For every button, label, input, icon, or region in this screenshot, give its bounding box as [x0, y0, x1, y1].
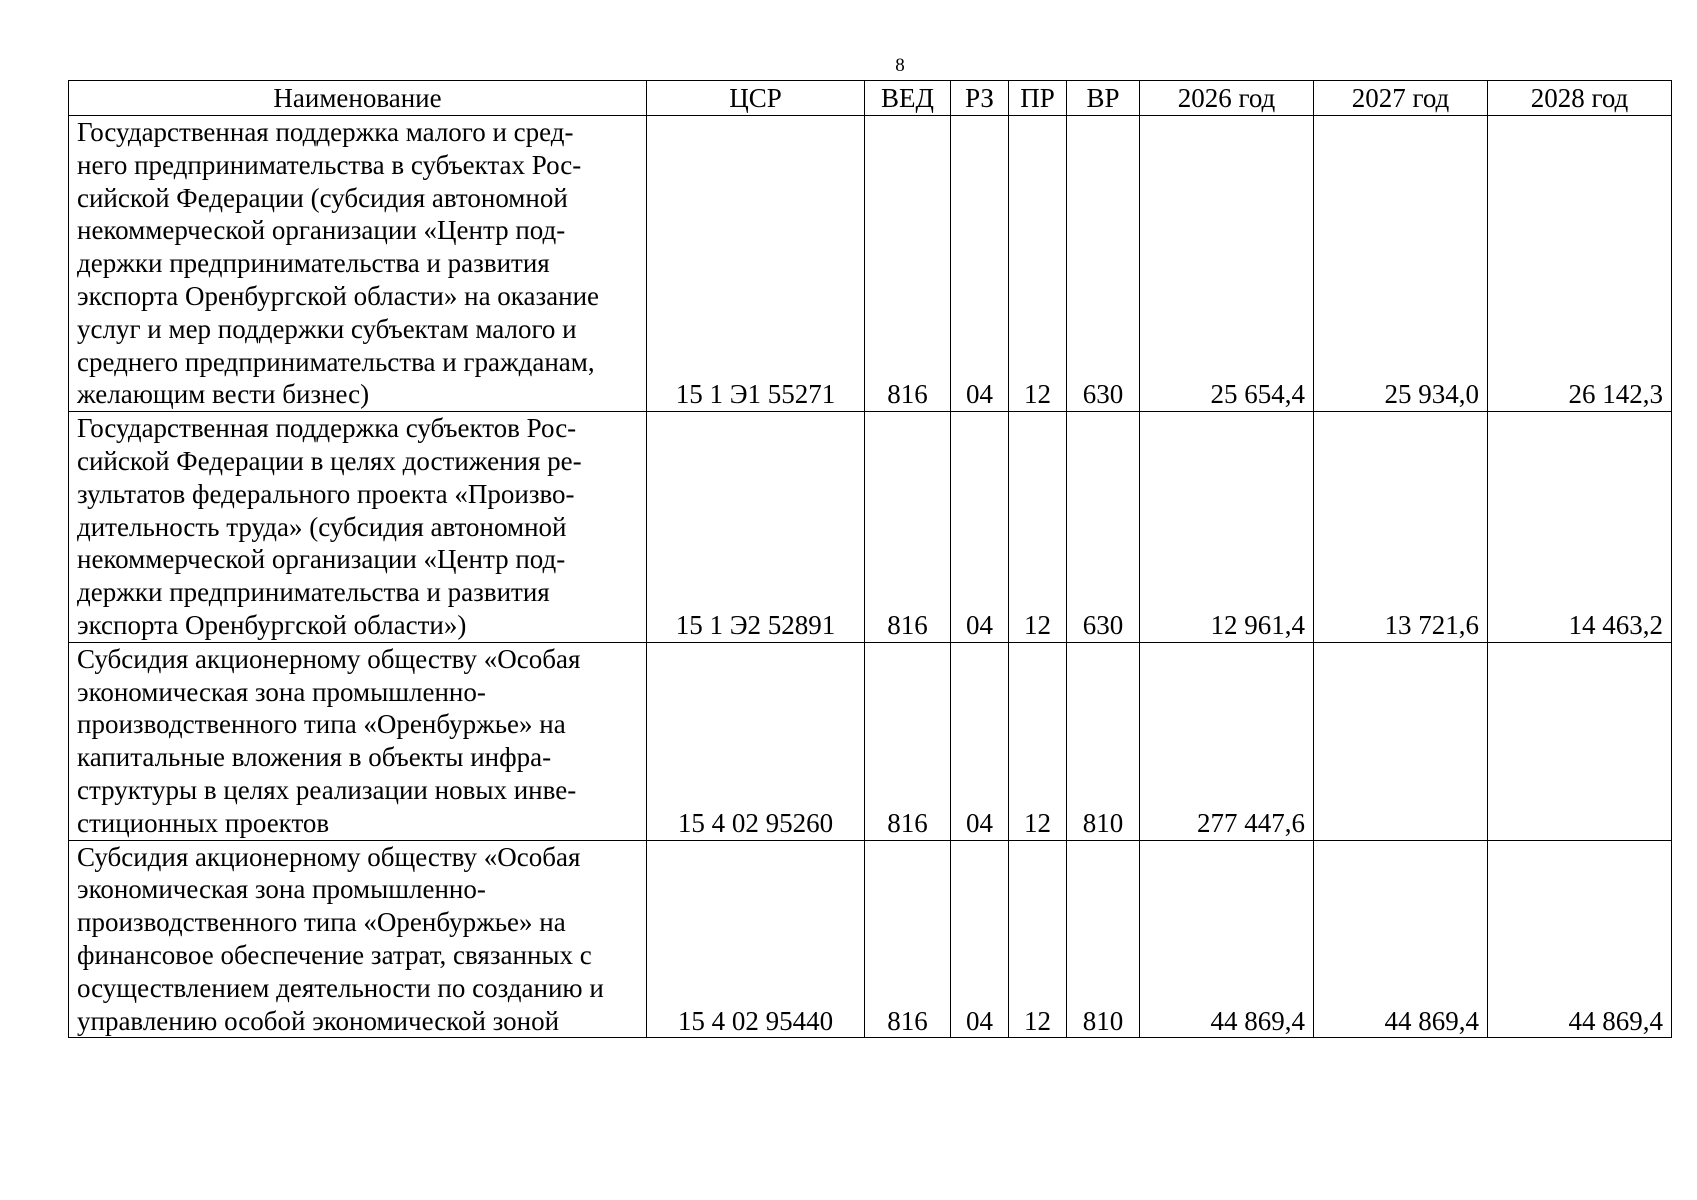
name-line: среднего предпринимательства и гражданам, [77, 346, 595, 377]
name-line: стиционных проектов [77, 807, 330, 838]
name-line: Субсидия акционерному обществу «Особая [77, 643, 581, 674]
name-line: сийской Федерации в целях достижения ре- [77, 445, 582, 476]
header-csr: ЦСР [647, 81, 865, 116]
name-line: экспорта Оренбургской области» на оказание [77, 280, 600, 311]
pr-cell: 12 [1009, 642, 1067, 840]
pr-cell: 12 [1009, 840, 1067, 1038]
amount-2028-cell [1488, 642, 1672, 840]
page-number: 8 [895, 55, 905, 76]
header-name: Наименование [69, 81, 647, 116]
name-line: осуществлением деятельности по созданию и [77, 972, 604, 1003]
amount-2027-cell [1314, 642, 1488, 840]
name-line: дительность труда» (субсидия автономной [77, 511, 567, 542]
name-line: экономическая зона промышленно- [77, 874, 486, 905]
name-line: Государственная поддержка малого и сред- [77, 117, 574, 147]
name-line: экономическая зона промышленно- [77, 676, 486, 707]
name-line: услуг и мер поддержки субъектам малого и [77, 313, 577, 344]
vr-cell: 630 [1067, 412, 1140, 643]
vr-cell: 810 [1067, 840, 1140, 1038]
name-line: желающим вести бизнес) [77, 379, 370, 410]
name-line: финансовое обеспечение затрат, связанных с [77, 939, 592, 970]
table-row [69, 116, 1672, 412]
header-pr: ПР [1009, 81, 1067, 116]
name-line: производственного типа «Оренбуржье» на [77, 709, 566, 740]
name-line: него предпринимательства в субъектах Рос- [77, 149, 582, 180]
csr-cell: 15 4 02 95260 [647, 642, 865, 840]
amount-2028-cell: 14 463,2 [1488, 412, 1672, 643]
header-ved: ВЕД [865, 81, 951, 116]
name-line: держки предпринимательства и развития [77, 248, 550, 279]
budget-table [68, 80, 1672, 1038]
amount-2026-cell: 12 961,4 [1140, 412, 1314, 643]
name-line: структуры в целях реализации новых инве- [77, 774, 577, 805]
amount-2026-cell: 25 654,4 [1140, 116, 1314, 412]
name-line: управлению особой экономической зоной [77, 1005, 560, 1036]
row-name-cell [69, 642, 647, 840]
name-line: Государственная поддержка субъектов Рос- [77, 413, 577, 444]
rz-cell: 04 [951, 642, 1009, 840]
ved-cell: 816 [865, 116, 951, 412]
csr-cell: 15 1 Э1 55271 [647, 116, 865, 412]
amount-2027-cell: 44 869,4 [1314, 840, 1488, 1038]
table-row [69, 642, 1672, 840]
name-line: сийской Федерации (субсидия автономной [77, 182, 568, 213]
name-line: производственного типа «Оренбуржье» на [77, 907, 566, 938]
csr-cell: 15 4 02 95440 [647, 840, 865, 1038]
header-rz: РЗ [951, 81, 1009, 116]
name-line: Субсидия акционерному обществу «Особая [77, 841, 581, 872]
amount-2028-cell: 44 869,4 [1488, 840, 1672, 1038]
name-line: экспорта Оренбургской области») [77, 609, 467, 640]
vr-cell: 810 [1067, 642, 1140, 840]
pr-cell: 12 [1009, 116, 1067, 412]
name-line: некоммерческой организации «Центр под- [77, 544, 566, 575]
amount-2026-cell: 277 447,6 [1140, 642, 1314, 840]
row-name-cell [69, 412, 647, 643]
table-row [69, 840, 1672, 1038]
table-row [69, 412, 1672, 643]
name-line: зультатов федерального проекта «Произво- [77, 478, 575, 509]
row-name-cell [69, 116, 647, 412]
amount-2026-cell: 44 869,4 [1140, 840, 1314, 1038]
amount-2027-cell: 25 934,0 [1314, 116, 1488, 412]
ved-cell: 816 [865, 840, 951, 1038]
rz-cell: 04 [951, 840, 1009, 1038]
rz-cell: 04 [951, 412, 1009, 643]
ved-cell: 816 [865, 412, 951, 643]
rz-cell: 04 [951, 116, 1009, 412]
pr-cell: 12 [1009, 412, 1067, 643]
name-line: капитальные вложения в объекты инфра- [77, 742, 552, 773]
amount-2028-cell: 26 142,3 [1488, 116, 1672, 412]
row-name-cell [69, 840, 647, 1038]
ved-cell: 816 [865, 642, 951, 840]
header-2028: 2028 год [1488, 81, 1672, 116]
amount-2027-cell: 13 721,6 [1314, 412, 1488, 643]
table-header-row [69, 81, 1672, 116]
header-2026: 2026 год [1140, 81, 1314, 116]
header-2027: 2027 год [1314, 81, 1488, 116]
vr-cell: 630 [1067, 116, 1140, 412]
name-line: держки предпринимательства и развития [77, 577, 550, 608]
header-vr: ВР [1067, 81, 1140, 116]
name-line: некоммерческой организации «Центр под- [77, 215, 566, 246]
csr-cell: 15 1 Э2 52891 [647, 412, 865, 643]
